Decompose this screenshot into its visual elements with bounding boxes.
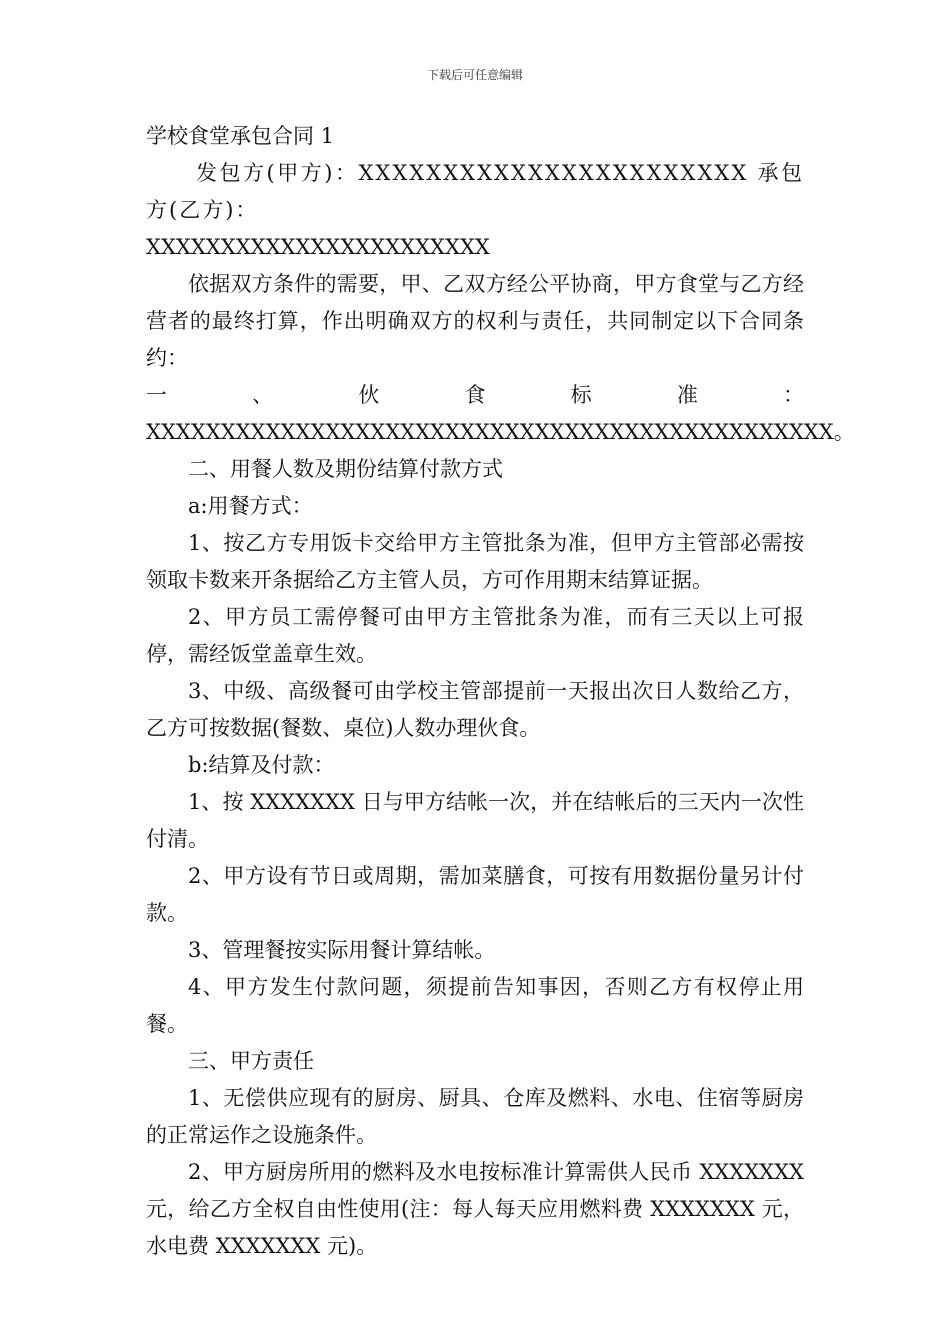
b-item: 4、甲方发生付款问题，须提前告知事因，否则乙方有权停止用餐。 — [146, 975, 804, 1036]
b-item: 3、管理餐按实际用餐计算结帐。 — [188, 938, 496, 962]
subsection-b-heading: b:结算及付款： — [188, 753, 335, 777]
section-1-value: XXXXXXXXXXXXXXXXXXXXXXXXXXXXXXXXXXXXXXXXXXXXXX。 — [146, 420, 855, 444]
party-line: 发包方(甲方)：XXXXXXXXXXXXXXXXXXXXXXX 承包方(乙方)： — [146, 161, 804, 222]
subsection-a-heading: a:用餐方式： — [188, 494, 313, 518]
document-body — [146, 118, 855, 1265]
document-title: 学校食堂承包合同 1 — [146, 124, 335, 148]
a-item: 1、按乙方专用饭卡交给甲方主管批条为准，但甲方主管部必需按领取卡数来开条据给乙方主管人员，方可作用期末结算证据。 — [146, 531, 804, 592]
party-line-continued: XXXXXXXXXXXXXXXXXXXXXXX — [146, 235, 490, 259]
a-item: 2、甲方员工需停餐可由甲方主管批条为准，而有三天以上可报停，需经饭堂盖章生效。 — [146, 605, 804, 666]
section-3-heading: 三、甲方责任 — [188, 1049, 314, 1073]
a-item: 3、中级、高级餐可由学校主管部提前一天报出次日人数给乙方，乙方可按数据(餐数、桌位)人数办理伙食。 — [146, 679, 804, 740]
section-3-item: 2、甲方厨房所用的燃料及水电按标准计算需供人民币 XXXXXXX 元，给乙方全权自由性使用(注：每人每天应用燃料费 XXXXXXX 元，水电费 XXXXXXX 元)。 — [146, 1160, 804, 1258]
b-item: 2、甲方设有节日或周期，需加菜膳食，可按有用数据份量另计付款。 — [146, 864, 804, 925]
section-1-heading: 一 、 伙 食 标 准 ： — [146, 383, 804, 407]
intro-paragraph: 依据双方条件的需要，甲、乙双方经公平协商，甲方食堂与乙方经营者的最终打算，作出明确双方的权利与责任，共同制定以下合同条约： — [146, 272, 804, 370]
section-3-item: 1、无偿供应现有的厨房、厨具、仓库及燃料、水电、住宿等厨房的正常运作之设施条件。 — [146, 1086, 804, 1147]
b-item: 1、按 XXXXXXX 日与甲方结帐一次，并在结帐后的三天内一次性付清。 — [146, 790, 804, 851]
page-header: 下载后可任意编辑 — [426, 68, 523, 82]
section-2-heading: 二、用餐人数及期份结算付款方式 — [188, 457, 503, 481]
